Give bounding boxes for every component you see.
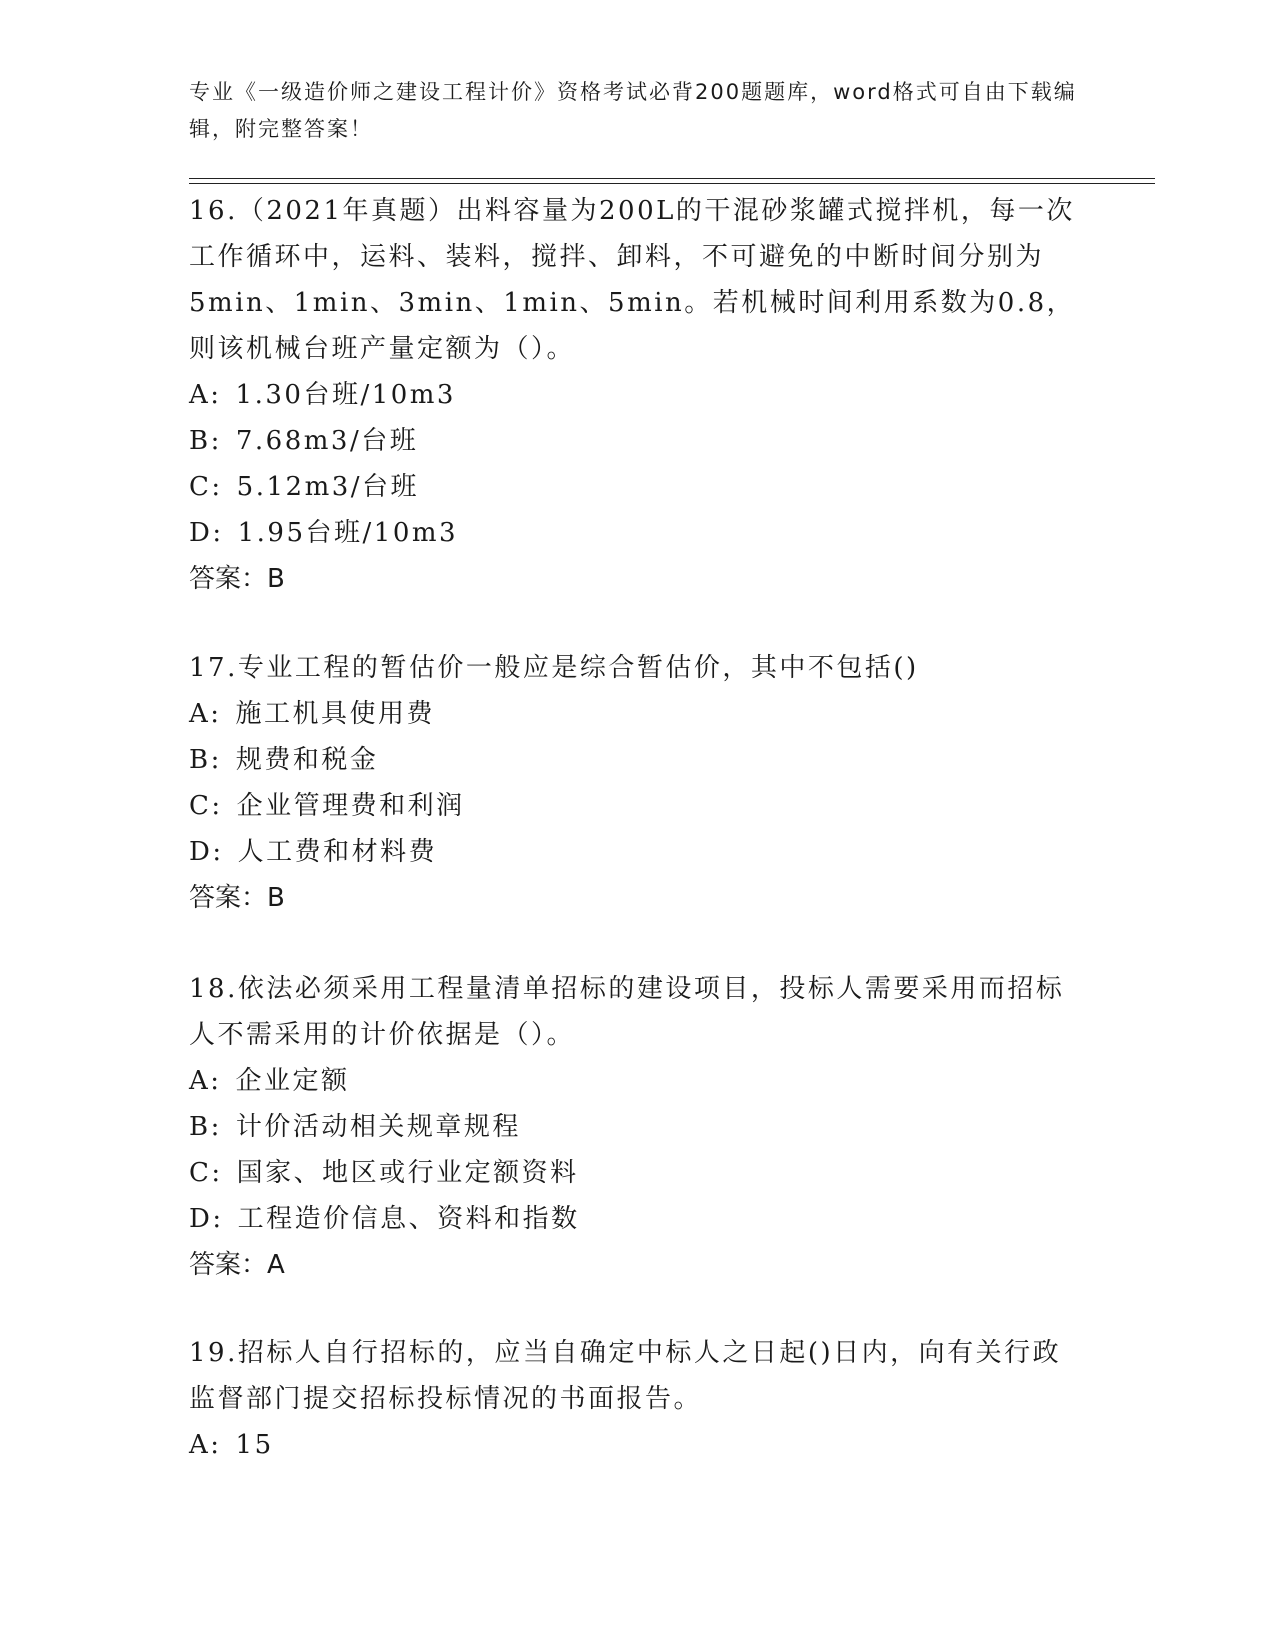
question-18 — [189, 966, 1089, 1288]
option-separator: : — [210, 1066, 222, 1096]
option-separator: : — [211, 472, 223, 502]
option-d — [189, 1196, 1089, 1242]
option-text: 15 — [235, 1430, 274, 1460]
option-text: 施工机具使用费 — [235, 699, 436, 729]
option-a — [189, 1422, 1089, 1468]
option-letter: A — [189, 1430, 211, 1460]
option-letter: A — [189, 699, 211, 729]
option-text: 规费和税金 — [235, 745, 379, 775]
option-letter: B — [189, 745, 211, 775]
option-d — [189, 829, 1089, 875]
question-stem: 17.专业工程的暂估价一般应是综合暂估价，其中不包括() — [189, 653, 919, 683]
option-separator: : — [212, 837, 224, 867]
option-separator: : — [210, 699, 222, 729]
option-a — [189, 691, 1089, 737]
answer-line: 答案：B — [189, 564, 285, 594]
option-letter: D — [189, 518, 213, 548]
option-separator: : — [212, 1204, 224, 1234]
document-header: 专业《一级造价师之建设工程计价》资格考试必背200题题库，word格式可自由下载编辑，附完整答案！ — [189, 80, 1077, 141]
header-divider-bottom — [189, 183, 1155, 184]
option-a — [189, 1058, 1089, 1104]
question-stem: 16.（2021年真题）出料容量为200L的干混砂浆罐式搅拌机，每一次工作循环中，运料、装料，搅拌、卸料，不可避免的中断时间分别为5min、1min、3min、1min、5min。若机械时间利用系数为0.8，则该机械台班产量定额为（）。 — [189, 196, 1076, 364]
question-stem: 18.依法必须采用工程量清单招标的建设项目，投标人需要采用而招标人不需采用的计价依据是（）。 — [189, 974, 1065, 1050]
option-text: 国家、地区或行业定额资料 — [236, 1158, 579, 1188]
question-19 — [189, 1330, 1089, 1468]
option-separator: : — [210, 380, 222, 410]
option-letter: B — [189, 426, 211, 456]
option-separator: : — [210, 1430, 222, 1460]
option-text: 企业定额 — [235, 1066, 350, 1096]
question-17 — [189, 645, 1089, 921]
option-a — [189, 372, 1089, 418]
option-separator: : — [212, 518, 224, 548]
option-letter: D — [189, 1204, 213, 1234]
option-c — [189, 464, 1089, 510]
option-letter: D — [189, 837, 213, 867]
option-separator: : — [211, 791, 223, 821]
option-text: 7.68m3/台班 — [235, 426, 419, 456]
option-separator: : — [211, 1158, 223, 1188]
option-text: 1.95台班/10m3 — [237, 518, 459, 548]
option-c — [189, 783, 1089, 829]
option-text: 计价活动相关规章规程 — [235, 1112, 521, 1142]
option-text: 5.12m3/台班 — [236, 472, 420, 502]
option-text: 人工费和材料费 — [237, 837, 438, 867]
answer-line: 答案：A — [189, 1250, 285, 1280]
option-b — [189, 1104, 1089, 1150]
option-c — [189, 1150, 1089, 1196]
option-separator: : — [210, 745, 222, 775]
option-letter: C — [189, 1158, 212, 1188]
option-letter: C — [189, 791, 212, 821]
option-d — [189, 510, 1089, 556]
question-16 — [189, 188, 1089, 602]
option-text: 企业管理费和利润 — [236, 791, 465, 821]
option-b — [189, 418, 1089, 464]
option-text: 工程造价信息、资料和指数 — [237, 1204, 580, 1234]
header-divider-top — [189, 178, 1155, 179]
option-separator: : — [210, 1112, 222, 1142]
option-text: 1.30台班/10m3 — [235, 380, 456, 410]
option-letter: C — [189, 472, 212, 502]
answer-line: 答案：B — [189, 883, 285, 913]
option-letter: A — [189, 1066, 211, 1096]
option-letter: B — [189, 1112, 211, 1142]
option-b — [189, 737, 1089, 783]
option-separator: : — [210, 426, 222, 456]
option-letter: A — [189, 380, 211, 410]
question-stem: 19.招标人自行招标的，应当自确定中标人之日起()日内，向有关行政监督部门提交招标投标情况的书面报告。 — [189, 1338, 1062, 1414]
